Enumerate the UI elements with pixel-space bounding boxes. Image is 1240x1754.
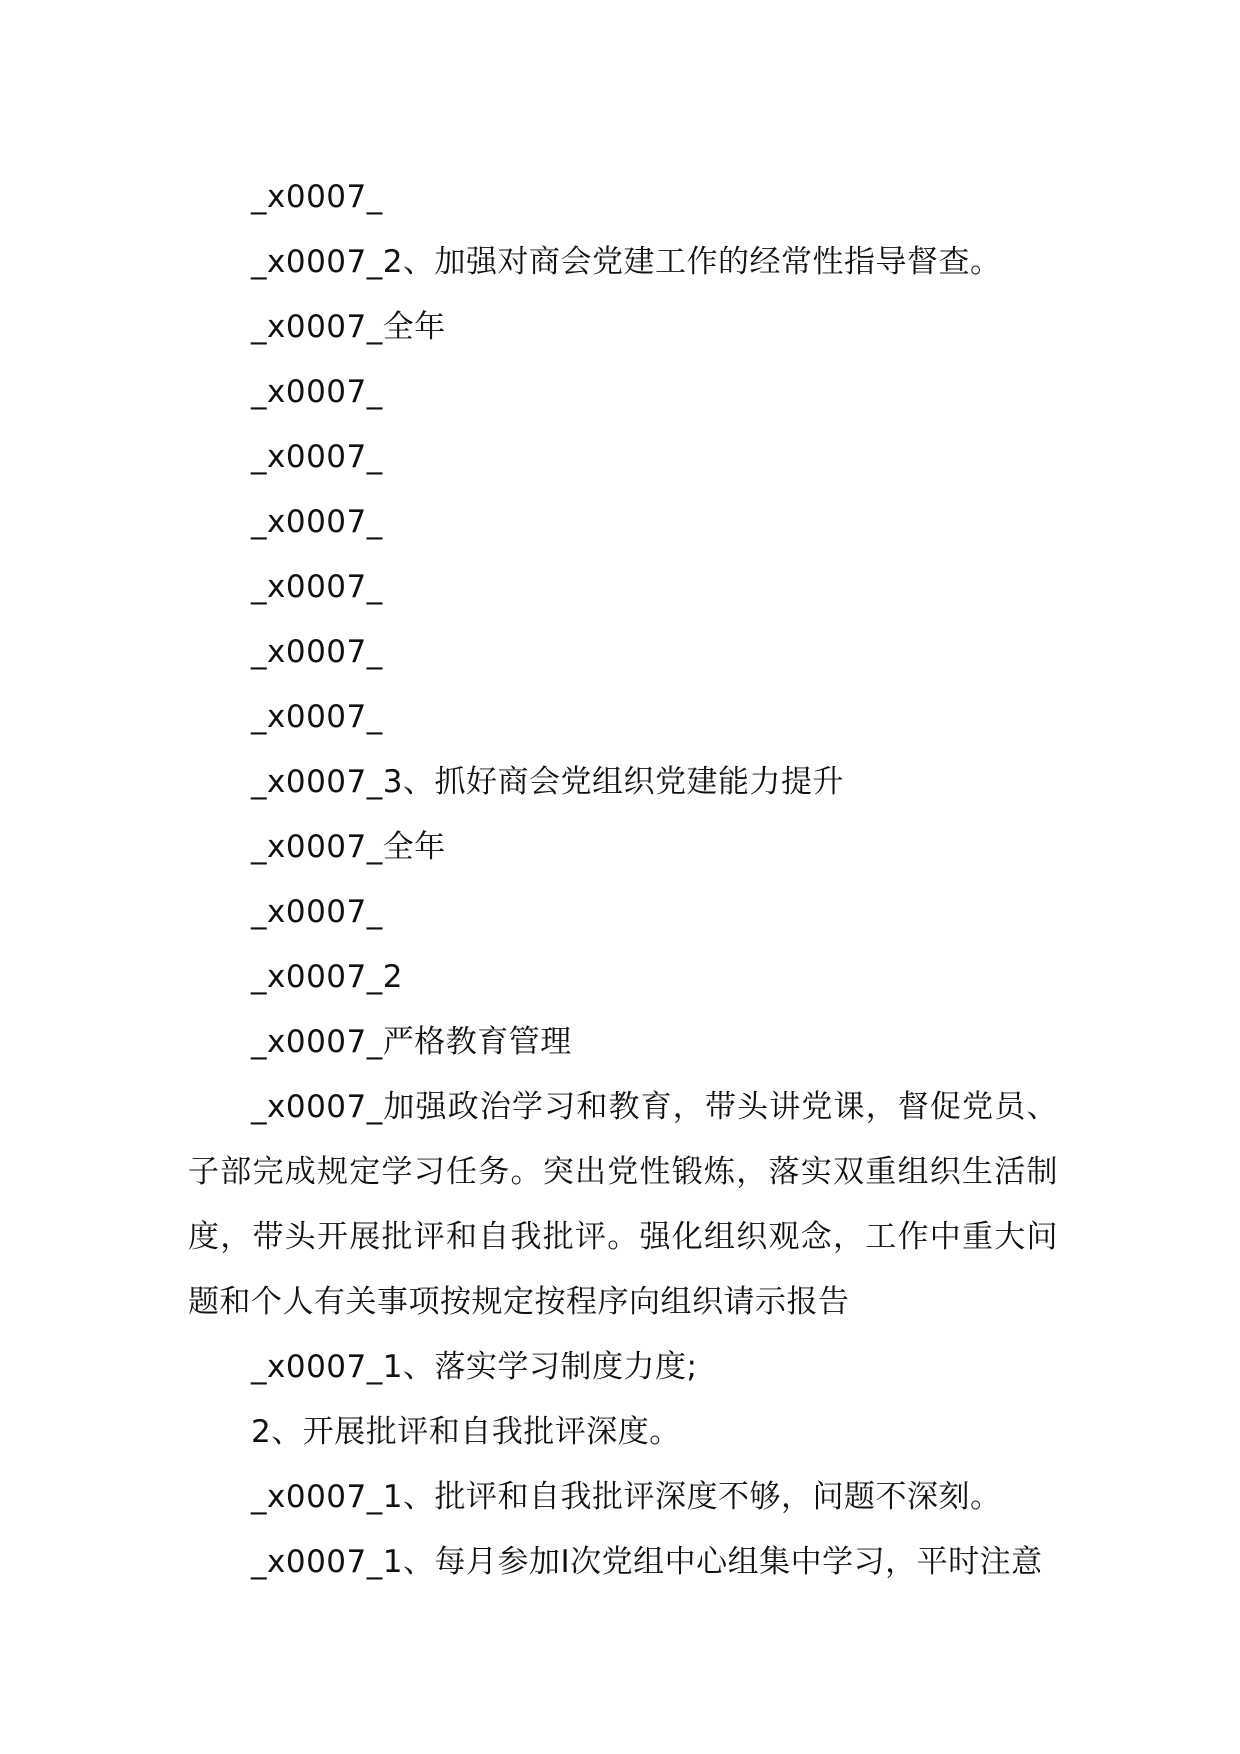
paragraph: _x0007_ <box>251 894 383 930</box>
paragraph: _x0007_ <box>251 374 383 410</box>
paragraph: _x0007_全年 <box>251 309 446 345</box>
paragraph: _x0007_ <box>251 504 383 540</box>
paragraph: _x0007_1、每月参加Ⅰ次党组中心组集中学习，平时注意 <box>251 1544 1043 1580</box>
paragraph: _x0007_2、加强对商会党建工作的经常性指导督查。 <box>251 244 1002 280</box>
body-paragraph: _x0007_加强政治学习和教育，带头讲党课，督促党员、子部完成规定学习任务。突出党性锻炼，落实双重组织生活制度，带头开展批评和自我批评。强化组织观念，工作中重大问题和个人有关事项按规定按程序向组织请示报告 <box>188 1089 1058 1320</box>
paragraph: _x0007_全年 <box>251 829 446 865</box>
document-body <box>188 165 1058 1595</box>
paragraph: _x0007_ <box>251 439 383 475</box>
paragraph: _x0007_1、批评和自我批评深度不够，问题不深刻。 <box>251 1479 1002 1515</box>
paragraph: _x0007_ <box>251 699 383 735</box>
section-heading: _x0007_严格教育管理 <box>251 1024 572 1060</box>
paragraph: _x0007_2 <box>251 959 403 995</box>
paragraph: _x0007_ <box>251 179 383 215</box>
paragraph: 2、开展批评和自我批评深度。 <box>251 1414 681 1450</box>
paragraph: _x0007_3、抓好商会党组织党建能力提升 <box>251 764 844 800</box>
paragraph: _x0007_ <box>251 569 383 605</box>
paragraph: _x0007_ <box>251 634 383 670</box>
paragraph: _x0007_1、落实学习制度力度; <box>251 1349 698 1385</box>
